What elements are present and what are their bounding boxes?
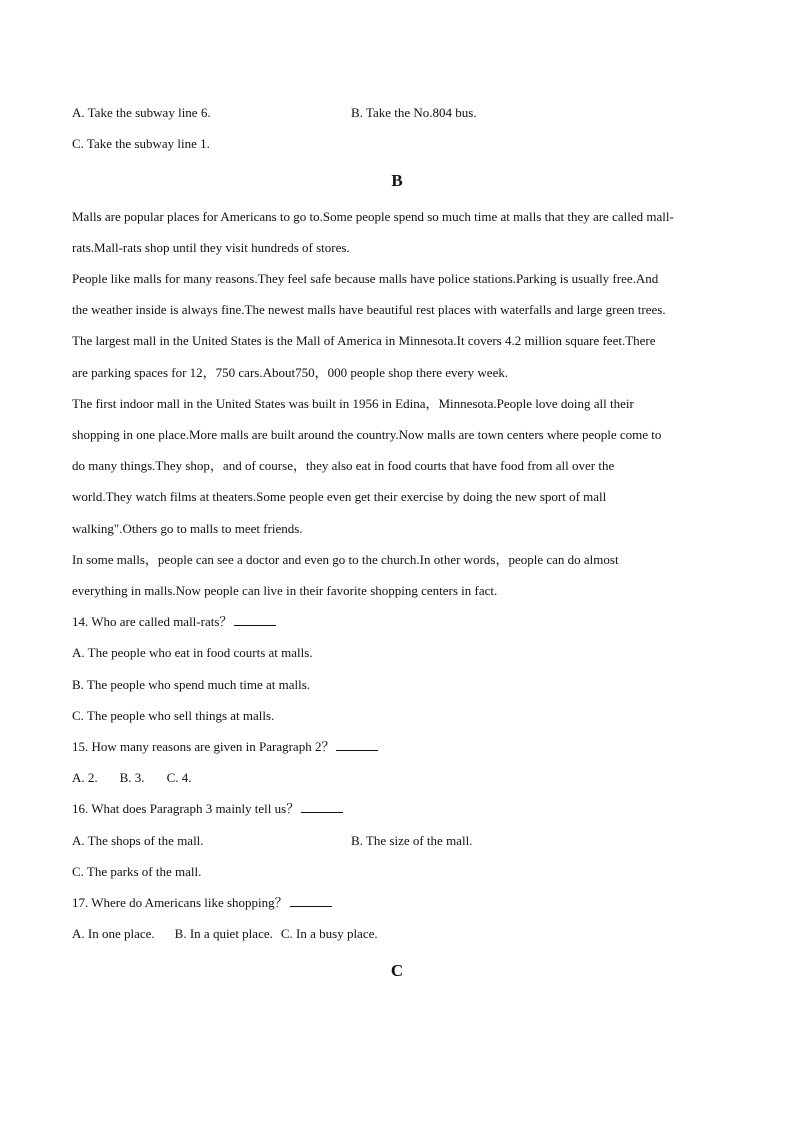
passage-line: The largest mall in the United States is the Mall of America in Minnesota.It covers 4.2 million square feet.There xyxy=(72,333,656,348)
passage-line: In some malls，people can see a doctor and even go to the church.In other words，people can do almost xyxy=(72,552,619,567)
q17-options xyxy=(72,926,378,942)
passage-line: Malls are popular places for Americans to go to.Some people spend so much time at malls that they are called mall- xyxy=(72,209,674,224)
answer-blank[interactable] xyxy=(336,739,378,751)
passage-line: walking".Others go to malls to meet friends. xyxy=(72,521,303,536)
q16-option-b: B. The size of the mall. xyxy=(351,833,473,848)
q13-options-row-1 xyxy=(72,105,477,121)
passage-line: rats.Mall-rats shop until they visit hundreds of stores. xyxy=(72,240,350,255)
q17-question-text: 17. Where do Americans like shopping？ xyxy=(72,895,288,910)
q14-option-b: B. The people who spend much time at malls. xyxy=(72,677,311,692)
answer-blank[interactable] xyxy=(234,614,276,626)
passage-line: world.They watch films at theaters.Some people even get their exercise by doing the new sport of mall xyxy=(72,489,607,504)
answer-blank[interactable] xyxy=(290,895,332,907)
q13-option-a: A. Take the subway line 6. xyxy=(72,105,211,120)
passage-line: do many things.They shop，and of course，they also eat in food courts that have food from all over the xyxy=(72,458,615,473)
q16-question xyxy=(72,801,343,817)
q17-question xyxy=(72,895,332,911)
q16-option-c: C. The parks of the mall. xyxy=(72,864,202,879)
passage-line: everything in malls.Now people can live in their favorite shopping centers in fact. xyxy=(72,583,498,598)
q16-option-a: A. The shops of the mall. xyxy=(72,833,204,848)
section-c-heading: C xyxy=(390,961,404,980)
q15-options xyxy=(72,770,191,786)
q13-option-b: B. Take the No.804 bus. xyxy=(351,105,477,120)
q15-option-c: C. 4. xyxy=(166,770,192,785)
q14-option-a: A. The people who eat in food courts at malls. xyxy=(72,645,313,660)
q16-question-text: 16. What does Paragraph 3 mainly tell us？ xyxy=(72,801,300,816)
q16-options-row-1 xyxy=(72,833,473,849)
passage-line: The first indoor mall in the United States was built in 1956 in Edina，Minnesota.People love doing all their xyxy=(72,396,634,411)
q14-option-c: C. The people who sell things at malls. xyxy=(72,708,275,723)
q15-option-a: A. 2. xyxy=(72,770,98,785)
q15-option-b: B. 3. xyxy=(119,770,145,785)
passage-line: the weather inside is always fine.The newest malls have beautiful rest places with waterfalls and large green trees. xyxy=(72,302,666,317)
passage-line: shopping in one place.More malls are built around the country.Now malls are town centers where people come to xyxy=(72,427,662,442)
section-b-heading: B xyxy=(391,171,403,190)
q17-option-a: A. In one place. xyxy=(72,926,155,941)
q17-option-b: B. In a quiet place. xyxy=(174,926,273,941)
q15-question xyxy=(72,739,378,755)
q14-question-text: 14. Who are called mall-rats？ xyxy=(72,614,233,629)
answer-blank[interactable] xyxy=(301,801,343,813)
q14-question xyxy=(72,614,276,630)
passage-line: are parking spaces for 12，750 cars.About750，000 people shop there every week. xyxy=(72,365,509,380)
q15-question-text: 15. How many reasons are given in Paragraph 2？ xyxy=(72,739,335,754)
q17-option-c: C. In a busy place. xyxy=(280,926,378,941)
q13-option-c: C. Take the subway line 1. xyxy=(72,136,210,151)
passage-line: People like malls for many reasons.They feel safe because malls have police stations.Parking is usually free.And xyxy=(72,271,659,286)
